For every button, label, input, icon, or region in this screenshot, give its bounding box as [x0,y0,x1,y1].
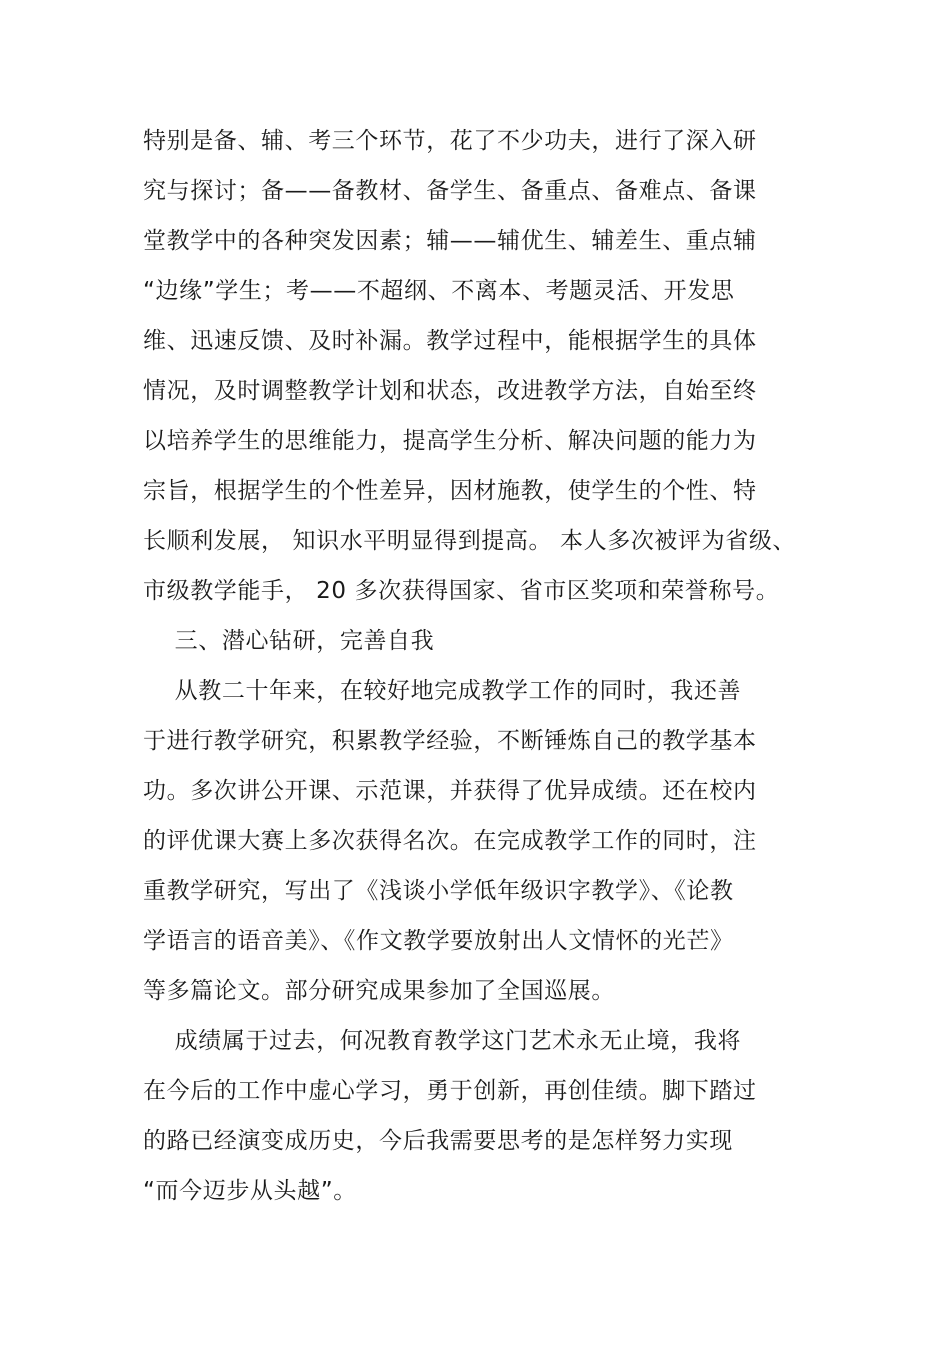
text-line: 从教二十年来，在较好地完成教学工作的同时，我还善 [143,678,742,704]
text-line: 重教学研究，写出了《浅谈小学低年级识字教学》、《论教 [143,878,734,904]
text-line: 究与探讨；备——备教材、备学生、备重点、备难点、备课 [143,178,757,204]
text-line: 的评优课大赛上多次获得名次。在完成教学工作的同时，注 [143,828,757,854]
text-line: 宗旨，根据学生的个性差异，因材施教，使学生的个性、特 [143,478,757,504]
text-line: 的路已经演变成历史，今后我需要思考的是怎样努力实现 [143,1128,733,1154]
text-line: 情况，及时调整教学计划和状态，改进教学方法，自始至终 [143,378,757,404]
text-line: 等多篇论文。部分研究成果参加了全国巡展。 [143,978,615,1004]
text-line: 市级教学能手， 20 多次获得国家、省市区奖项和荣誉称号。 [143,578,780,604]
text-line: 长顺利发展， 知识水平明显得到提高。 本人多次被评为省级、 [143,528,797,554]
text-line: 功。多次讲公开课、示范课，并获得了优异成绩。还在校内 [143,778,757,804]
text-line: “而今迈步从头越”。 [143,1178,357,1204]
text-line: 学语言的语音美》、《作文教学要放射出人文情怀的光芒》 [143,928,734,954]
section-heading: 三、潜心钻研，完善自我 [143,628,435,654]
text-line: 特别是备、辅、考三个环节，花了不少功夫，进行了深入研 [143,128,757,154]
text-line: 维、迅速反馈、及时补漏。教学过程中，能根据学生的具体 [143,328,757,354]
text-line: 于进行教学研究，积累教学经验，不断锤炼自己的教学基本 [143,728,757,754]
text-line: 成绩属于过去，何况教育教学这门艺术永无止境，我将 [143,1028,742,1054]
text-line: 在今后的工作中虚心学习，勇于创新，再创佳绩。脚下踏过 [143,1078,757,1104]
text-line: 堂教学中的各种突发因素；辅——辅优生、辅差生、重点辅 [143,228,757,254]
text-line: “边缘”学生；考——不超纲、不离本、考题灵活、开发思 [143,278,735,304]
text-line: 以培养学生的思维能力，提高学生分析、解决问题的能力为 [143,428,757,454]
